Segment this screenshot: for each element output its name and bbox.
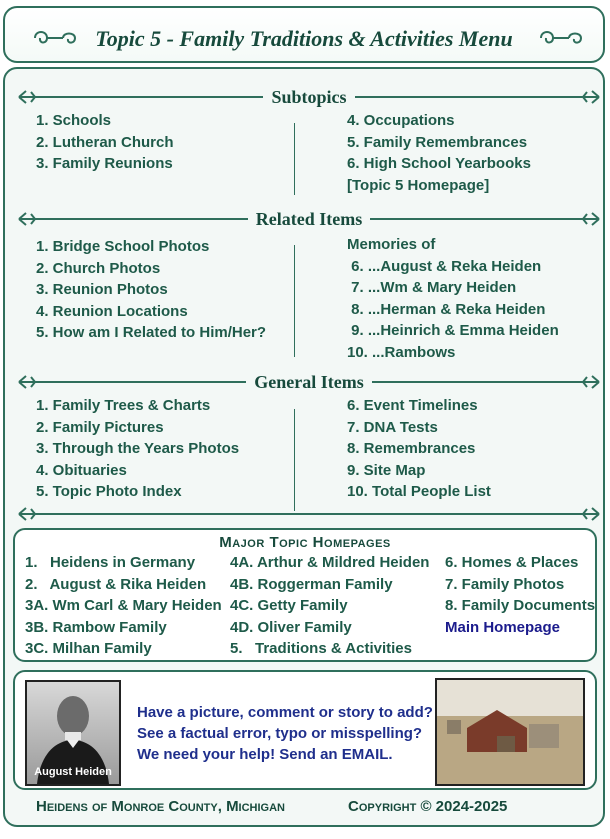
contact-message [137,702,433,765]
related-link[interactable]: 2. Church Photos [36,259,161,277]
subtopics-right-list [347,110,531,196]
portrait-caption: August Heiden [34,766,112,778]
arrow-ornament-icon [575,505,601,523]
section-end-ornament [17,504,601,524]
homepage-link[interactable]: 8. Family Documents [445,597,596,615]
subtopic-link[interactable]: 6. High School Yearbooks [347,155,531,172]
homepages-col-2 [230,552,429,660]
flourish-right-icon [537,28,585,48]
memories-link[interactable]: 9. ...Heinrich & Emma Heiden [347,322,559,339]
subtopic-link[interactable]: 3. Family Reunions [36,155,173,172]
general-link[interactable]: 7. DNA Tests [347,418,438,436]
contact-line: Have a picture, comment or story to add? [137,704,433,721]
homepage-link[interactable]: 5. Traditions & Activities [230,640,412,658]
major-homepages-box [13,528,597,662]
email-link[interactable]: We need your help! Send an EMAIL. [137,746,393,763]
general-link[interactable]: 6. Event Timelines [347,397,478,414]
subtopic-link[interactable]: 2. Lutheran Church [36,133,174,151]
major-homepages-heading: Major Topic Homepages [219,534,391,551]
homepage-link[interactable]: 3B. Rambow Family [25,618,167,636]
homepage-link[interactable]: 3A. Wm Carl & Mary Heiden [25,597,222,615]
general-link[interactable]: 9. Site Map [347,461,426,479]
related-link[interactable]: 5. How am I Related to Him/Her? [36,324,267,341]
homepage-link[interactable]: 6. Homes & Places [445,554,579,571]
related-right-list [347,234,559,363]
homepage-link[interactable]: 3C. Milhan Family [25,640,152,658]
general-header [17,372,601,392]
homepage-link[interactable]: 4A. Arthur & Mildred Heiden [230,554,430,571]
contact-box [13,670,597,790]
general-left-list [36,395,239,503]
homepage-link[interactable]: 1. Heidens in Germany [25,554,196,571]
column-divider [294,409,295,511]
divider-line [25,513,593,515]
memories-link[interactable]: 6. ...August & Reka Heiden [347,257,542,275]
subtopics-left-list [36,110,174,175]
general-right-list [347,395,491,503]
arrow-ornament-icon [17,505,43,523]
contact-line: See a factual error, typo or misspelling? [137,725,423,742]
subtopic-link[interactable]: 1. Schools [36,112,112,129]
homepage-link[interactable]: 4C. Getty Family [230,597,348,615]
portrait-photo [25,680,121,786]
topic-homepage-link[interactable]: [Topic 5 Homepage] [347,176,490,194]
main-homepage-link[interactable]: Main Homepage [445,618,561,636]
related-link[interactable]: 1. Bridge School Photos [36,238,210,255]
general-link[interactable]: 5. Topic Photo Index [36,483,182,500]
site-name-footer: Heidens of Monroe County, Michigan [36,798,286,815]
general-link[interactable]: 10. Total People List [347,483,491,500]
general-link[interactable]: 3. Through the Years Photos [36,440,240,457]
homepage-link[interactable]: 4D. Oliver Family [230,618,352,636]
subtopic-link[interactable]: 5. Family Remembrances [347,133,528,151]
farm-photo [435,678,585,786]
title-banner [3,6,605,63]
memories-link[interactable]: 8. ...Herman & Reka Heiden [347,300,546,318]
memories-link[interactable]: 7. ...Wm & Mary Heiden [347,279,517,296]
copyright-footer: Copyright © 2024-2025 [348,798,508,815]
homepages-col-1 [25,552,222,660]
subtopics-heading: Subtopics [263,87,354,107]
related-link[interactable]: 3. Reunion Photos [36,281,168,298]
general-link[interactable]: 2. Family Pictures [36,418,164,436]
subtopics-header [17,87,601,107]
homepages-col-3 [445,552,595,638]
homepage-link[interactable]: 2. August & Rika Heiden [25,575,207,593]
column-divider [294,123,295,195]
related-header [17,209,601,229]
page-title: Topic 5 - Family Traditions & Activities Menu [95,26,513,51]
farm-scene-icon [437,680,583,784]
related-link[interactable]: 4. Reunion Locations [36,302,188,320]
homepage-link[interactable]: 7. Family Photos [445,575,565,593]
related-left-list [36,236,266,344]
general-link[interactable]: 8. Remembrances [347,440,476,457]
subtopic-link[interactable]: 4. Occupations [347,112,455,129]
related-heading: Related Items [248,209,370,229]
column-divider [294,245,295,357]
general-link[interactable]: 1. Family Trees & Charts [36,397,211,414]
general-link[interactable]: 4. Obituaries [36,461,127,479]
memories-label: Memories of [347,236,436,253]
general-heading: General Items [246,372,371,392]
homepage-link[interactable]: 4B. Roggerman Family [230,575,393,593]
memories-link[interactable]: 10. ...Rambows [347,343,456,361]
